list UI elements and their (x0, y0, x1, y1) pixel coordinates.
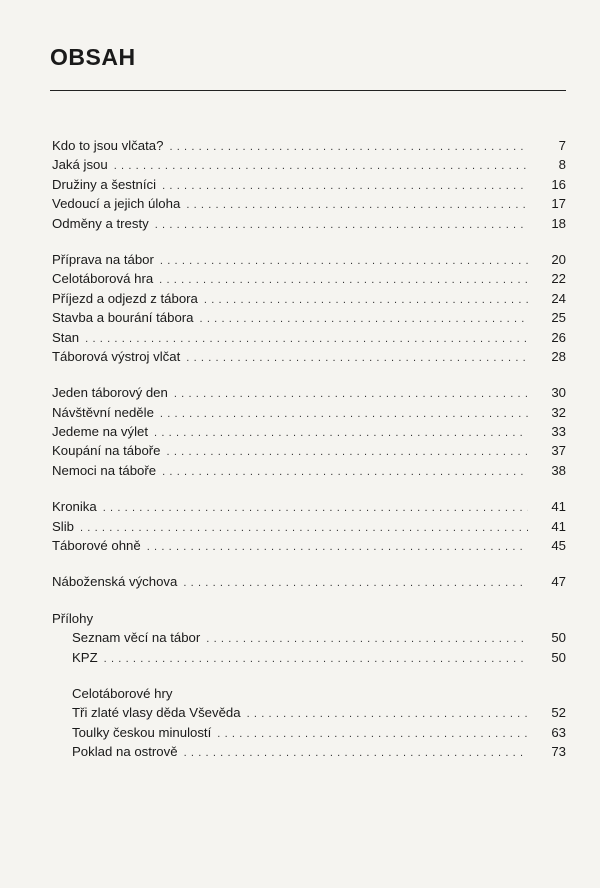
toc-entry-label: Náboženská výchova (52, 574, 178, 590)
toc-entry-page-number: 16 (551, 176, 566, 192)
dot-leader (186, 349, 528, 368)
toc-entry-label: Slib (52, 518, 74, 534)
toc-entry-label: Vedoucí a jejich úloha (52, 196, 181, 212)
toc-entry[interactable] (52, 214, 566, 233)
dot-leader (154, 424, 528, 443)
toc-entry[interactable] (52, 383, 566, 402)
dot-leader (206, 630, 528, 649)
toc-entry[interactable] (52, 517, 566, 536)
toc-entry-page-number: 7 (558, 138, 566, 153)
dot-leader (167, 443, 528, 462)
table-of-contents (52, 136, 566, 779)
toc-entry-label: Nemoci na táboře (52, 462, 157, 478)
toc-entry[interactable] (52, 497, 566, 516)
toc-entry[interactable] (52, 289, 566, 308)
toc-entry[interactable] (52, 648, 566, 667)
toc-entry-page-number: 73 (551, 744, 566, 760)
dot-leader (200, 310, 528, 329)
dot-leader (159, 271, 528, 290)
toc-entry[interactable] (52, 441, 566, 460)
toc-entry-page-number: 37 (551, 443, 566, 459)
toc-entry-page-number: 52 (551, 705, 566, 721)
toc-entry[interactable] (52, 155, 566, 174)
dot-leader (204, 291, 528, 310)
toc-entry[interactable] (52, 194, 566, 213)
toc-section-heading: Celotáborové hry (72, 685, 173, 701)
dot-leader (184, 744, 528, 763)
toc-entry-page-number: 41 (551, 499, 566, 515)
dot-leader (217, 725, 528, 744)
dot-leader (80, 519, 528, 538)
toc-entry-page-number: 47 (551, 574, 566, 590)
toc-entry-label: Jaká jsou (52, 157, 108, 173)
toc-entry-label: Jedeme na výlet (52, 424, 149, 440)
toc-entry-label: Družiny a šestníci (52, 176, 157, 192)
toc-entry-page-number: 50 (551, 649, 566, 665)
dot-leader (183, 574, 528, 593)
toc-entry[interactable] (52, 347, 566, 366)
dot-leader (186, 196, 528, 215)
dot-leader (104, 650, 528, 669)
toc-entry-page-number: 17 (551, 196, 566, 212)
toc-entry-page-number: 25 (551, 310, 566, 326)
toc-entry-label: Táborová výstroj vlčat (52, 348, 181, 364)
dot-leader (162, 177, 528, 196)
toc-entry[interactable] (52, 536, 566, 555)
toc-entry-page-number: 22 (551, 271, 566, 287)
toc-entry[interactable] (52, 269, 566, 288)
dot-leader (114, 157, 528, 176)
toc-section (52, 684, 566, 762)
toc-entry[interactable] (52, 422, 566, 441)
toc-entry[interactable] (52, 175, 566, 194)
dot-leader (174, 385, 528, 404)
toc-entry-page-number: 63 (551, 724, 566, 740)
toc-entry-label: Stavba a bourání tábora (52, 310, 194, 326)
toc-entry-label: Stan (52, 329, 80, 345)
toc-section (52, 497, 566, 555)
toc-entry[interactable] (52, 572, 566, 591)
toc-entry-page-number: 30 (551, 385, 566, 401)
toc-section-heading: Přílohy (52, 610, 94, 626)
toc-entry-page-number: 28 (551, 348, 566, 364)
toc-entry[interactable] (52, 461, 566, 480)
toc-entry-page-number: 20 (551, 251, 566, 267)
dot-leader (247, 705, 528, 724)
toc-entry-page-number: 45 (551, 538, 566, 554)
toc-entry-label: Poklad na ostrově (72, 744, 178, 760)
toc-entry[interactable] (52, 742, 566, 761)
toc-entry-label: Celotáborová hra (52, 271, 154, 287)
toc-entry-page-number: 8 (558, 157, 566, 173)
toc-entry-page-number: 32 (551, 404, 566, 420)
toc-entry[interactable] (52, 250, 566, 269)
title-rule (50, 90, 566, 91)
toc-entry-label: Návštěvní neděle (52, 404, 154, 420)
dot-leader (169, 138, 528, 157)
toc-entry-label: Příprava na tábor (52, 251, 154, 267)
dot-leader (147, 538, 528, 557)
toc-entry-label: Seznam věcí na tábor (72, 630, 201, 646)
toc-entry-page-number: 24 (551, 290, 566, 306)
toc-entry-page-number: 38 (551, 462, 566, 478)
toc-entry-label: Tři zlaté vlasy děda Vševěda (72, 705, 241, 721)
dot-leader (155, 216, 528, 235)
dot-leader (160, 252, 528, 271)
toc-entry-label: Toulky českou minulostí (72, 724, 212, 740)
toc-section (52, 572, 566, 591)
toc-section (52, 250, 566, 366)
toc-entry[interactable] (52, 723, 566, 742)
toc-entry[interactable] (52, 628, 566, 647)
toc-entry-page-number: 33 (551, 424, 566, 440)
toc-entry-page-number: 41 (551, 518, 566, 534)
toc-entry-label: KPZ (72, 649, 98, 665)
dot-leader (160, 405, 528, 424)
dot-leader (103, 499, 528, 518)
toc-entry[interactable] (52, 328, 566, 347)
toc-section (52, 609, 566, 667)
toc-entry-label: Jeden táborový den (52, 385, 168, 401)
toc-entry-label: Kdo to jsou vlčata? (52, 138, 164, 153)
toc-entry-label: Příjezd a odjezd z tábora (52, 290, 198, 306)
toc-section (52, 136, 566, 233)
page-title: OBSAH (50, 44, 136, 70)
toc-entry-label: Táborové ohně (52, 538, 141, 554)
toc-entry-label: Odměny a tresty (52, 215, 149, 231)
toc-entry-page-number: 26 (551, 329, 566, 345)
toc-entry-page-number: 50 (551, 630, 566, 646)
toc-entry[interactable] (52, 703, 566, 722)
toc-entry[interactable] (52, 136, 566, 155)
toc-entry-label: Koupání na táboře (52, 443, 161, 459)
toc-entry-page-number: 18 (551, 215, 566, 231)
toc-entry[interactable] (52, 403, 566, 422)
dot-leader (162, 463, 528, 482)
toc-section (52, 383, 566, 480)
toc-entry-label: Kronika (52, 499, 97, 515)
toc-entry[interactable] (52, 308, 566, 327)
